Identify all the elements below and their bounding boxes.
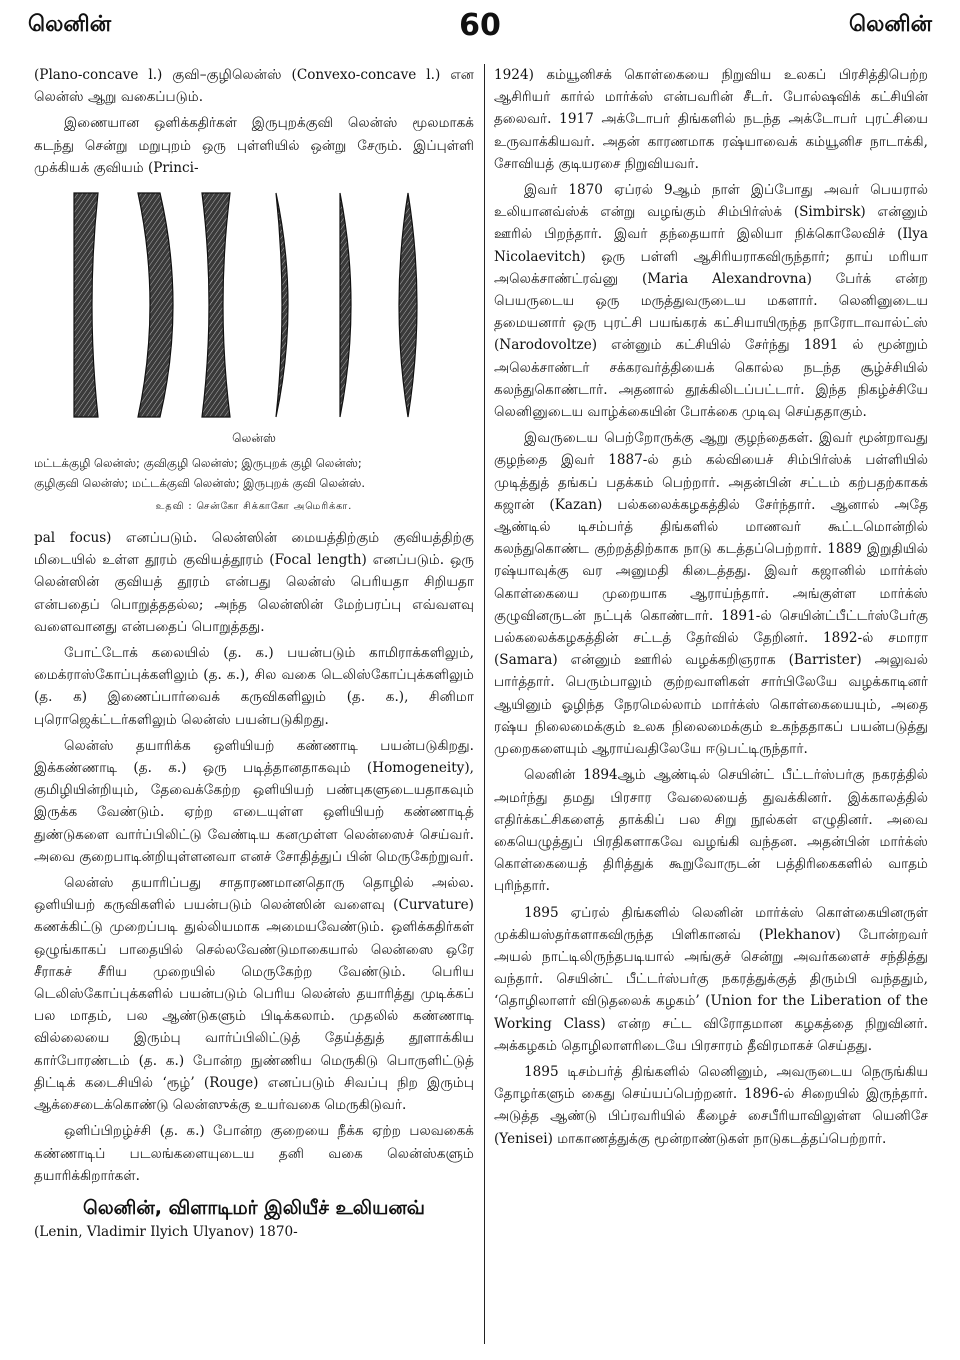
left-column: [34, 64, 474, 1354]
concavo-convex-lens-shape: [276, 193, 288, 417]
aberration-paragraph: ஒளிப்பிறழ்ச்சி (த. க.) போன்ற குறையை நீக்க ஏற்ற பலவகைக் கண்ணாடிப் படலங்களையுடைய தனி வகை லென்ஸ்களும் தயாரிக்கிறார்கள்.: [34, 1123, 474, 1184]
lenin-arrest-paragraph: 1895 டிசம்பர்த் திங்களில் லெனினும், அவருடைய நெருங்கிய தோழர்களும் கைது செய்யப்பெற்றனர். 1896-ல் சிறையில் இருந்தார். அடுத்த ஆண்டு பிப்ரவரியில் கீழைச் சைபீரியாவிலுள்ள யெனிசே (Yenisei) மாகாணத்துக்கு மூன்றாண்டுகள் நாடுகடத்தப்பெற்றார்.: [494, 1063, 928, 1147]
lens-making-paragraph: லென்ஸ் தயாரிப்பது சாதாரணமானதொரு தொழில் அல்ல. ஒளியியற் கருவிகளில் பயன்படும் லென்ஸின் வளைவு (Curvature) கணக்கிட்டு முறைப்படி துல்லியமாக அமையவேண்டும். ஒளிக்கதிர்கள் ஒழுங்காகப் பாதையில் செல்லவேண்டுமாகையால் லென்ஸை ஒரே சீராகச் சீரிய முறையில் மெருகேற்ற வேண்டும். பெரிய டெலிஸ்கோப்புக்களில் பயன்படும் பெரிய லென்ஸ் தயாரித்து முடிக்கப் பல மாதம், பல ஆண்டுகளும் பிடிக்கலாம். முதலில் கண்ணாடி வில்லையை இரும்பு வார்ப்பிலிட்டுத் தேய்த்துத் தூளாக்கிய கார்போரண்டம் (த. க.) போன்ற நுண்ணிய மெருகிடு பொருளிட்டுத் திட்டிக் கடைசியில் ‘ரூழ்’ (Rouge) எனப்படும் சிவப்பு நிற இரும்பு ஆக்சைடைக்கொண்டு லென்ஸுக்கு உயர்வகை மெருகிடுவர்.: [34, 875, 474, 1114]
biconcave-lens-shape: [202, 193, 230, 417]
running-head-left: லெனின்: [28, 12, 112, 37]
lens-types-text: (Plano-concave l.) குவி–குழிலென்ஸ் (Convexo-concave l.) என லென்ஸ் ஆறு வகைப்படும்.: [34, 67, 474, 106]
figure-credit: உதவி : சென்கோ சிக்காகோ அமெரிக்கா.: [155, 501, 353, 513]
lenin-union-paragraph: 1895 ஏப்ரல் திங்களில் லெனின் மார்க்ஸ் கொள்கையினருள் முக்கியஸ்தர்களாகவிருந்த பிளிகானவ் (Plekhanov) போன்றவர் அயல் நாட்டிலிருந்தபடியால் அங்குச் சென்று அவர்களைச் சந்தித்து வந்தார். செயின்ட் பீட்டர்ஸ்பர்கு நகரத்துக்குத் திரும்பி வந்ததும், ‘தொழிலாளர் விடுதலைக் கழகம்’ (Union for the Liberation of the Working Class) என்ற சட்ட விரோதமான கழகத்தை நிறுவினர். அக்கழகம் தொழிலாளரிடையே பிரசாரம் தீவிரமாகச் செய்தது.: [494, 904, 928, 1054]
plano-convex-lens-shape: [340, 193, 351, 417]
lens-uses-paragraph: போட்டோக் கலையில் (த. க.) பயன்படும் காமிராக்களிலும், மைக்ராஸ்கோப்புக்களிலும் (த. க.), சில வகை டெலிஸ்கோப்புக்களிலும் (த. க) இணைப்பார்வைக் கருவிகளிலும் (த. க.), சினிமா புரொஜெக்ட்டர்களிலும் லென்ஸ் பயன்படுகிறது.: [34, 645, 474, 728]
lenin-intro-paragraph: 1924) கம்யூனிசக் கொள்கையை நிறுவிய உலகப் பிரசித்திபெற்ற ஆசிரியர் கார்ல் மார்க்ஸ் என்பவரின் சீடர். போல்ஷவிக் கட்சியின் தலைவர். 1917 அக்டோபர் திங்களில் நடந்த அக்டோபர் புரட்சியை உருவாக்கியவர். அதன் காரணமாக ரஷ்யாவைக் கம்யூனிச நாடாக்கி, சோவியத் குடியரசை நிறுவியவர்.: [494, 67, 928, 172]
page-number: 60: [459, 8, 501, 43]
optical-glass-paragraph: லென்ஸ் தயாரிக்க ஒளியியற் கண்ணாடி பயன்படுகிறது. இக்கண்ணாடி (த. க.) ஒரு படித்தானதாகவும் (Homogeneity), குமிழியின்றியும், தேவைக்கேற்ற ஒளியியற் பண்புகளுடையதாகவும் இருக்க வேண்டும். ஏற்ற எடையுள்ள ஒளியியற் கண்ணாடித் துண்டுகளை வார்ப்பிலிட்டு வேண்டிய கனமுள்ள லென்ஸைச் செய்வர். அவை குறைபாடின்றியுள்ளனவா எனச் சோதித்துப் பின் மெருகேற்றுவர்.: [34, 737, 474, 865]
lenin-birth-paragraph: இவர் 1870 ஏப்ரல் 9ஆம் நாள் இப்போது அவர் பெயரால் உலியானவ்ஸ்க் என்று வழங்கும் சிம்பிர்ஸ்க் (Simbirsk) என்னும் ஊரில் பிறந்தார். இவர் தந்தையார் இலியா நிக்கொலேவிச் (Ilya Nicolaevitch) ஒரு பள்ளி ஆசிரியராகவிருந்தார்; தாய் மரியா அலெக்சாண்ட்ரவ்னு (Maria Alexandrovna) பேர்க் என்ற பெயருடைய ஒரு மருத்துவருடைய மகளார். லெனினுடைய தமையனார் ஒரு புரட்சி பயங்கரக் கட்சியாயிருந்த நாரோடாவால்ட்ஸ் (Narodovoltze) என்னும் கட்சியில் சேர்ந்து 1891 ல் மூன்றும் அலெக்சாண்டர் சக்கரவர்த்தியைக் கொல்ல நடந்த சூழ்ச்சியில் கலந்துகொண்டார். அதனால் தூக்கிலிடப்பட்டார். இந்த நிகழ்ச்சியே லெனினுடைய வாழ்க்கையின் போக்கை முடிவு செய்ததாகும்.: [494, 182, 928, 421]
lenin-propaganda-paragraph: லெனின் 1894ஆம் ஆண்டில் செயின்ட் பீட்டர்ஸ்பர்கு நகரத்தில் அமர்ந்து தமது பிரசார வேலையைத் துவக்கினர். இக்காலத்தில் எதிர்க்கட்சிகளைத் தாக்கிப் பல சிறு நூல்கள் எழுதினர். அவை கையெழுத்துப் பிரதிகளாகவே வழங்கி வந்தன. அதன்பின் மார்க்ஸ் கொள்கையைத் திரித்துக் கூறுவோருடன் பத்திரிகைகளில் வாதம் புரிந்தார்.: [494, 767, 928, 895]
figure-label: லென்ஸ்: [232, 431, 276, 446]
focal-length-paragraph: pal focus) எனப்படும். லென்ஸின் மையத்திற்கும் குவியத்திற்கு மிடையில் உள்ள தூரம் குவியத்தூரம் (Focal length) எனப்படும். ஒரு லென்ஸின் குவியத் தூரம் என்பது லென்ஸ் பெரியதா சிறியதா என்பதைப் பொறுத்ததல்ல; அந்த லென்ஸின் மேற்பரப்பு எவ்வளவு வளைவானது என்பதைப் பொறுத்தது.: [34, 530, 474, 635]
plano-concave-lens-shape: [74, 193, 98, 417]
lenin-education-paragraph: இவருடைய பெற்றோருக்கு ஆறு குழந்தைகள். இவர் மூன்றாவது குழந்தை இவர் 1887-ல் தம் கல்வியைச் சிம்பிர்ஸ்க் பள்ளியில் முடித்துத் தங்கப் பதக்கம் பெற்றார். அதன்பின் சட்டம் கற்பதற்காகக் கஜான் (Kazan) பல்கலைக்கழகத்தில் சேர்ந்தார். ஆனால் அதே ஆண்டில் டிசம்பர்த் திங்களில் மாணவர் கூட்டமொன்றில் கலந்துகொண்ட குற்றத்திற்காக நாடு கடத்தப்பெற்றார். 1889 இறுதியில் ரஷ்யாவுக்கு வர அனுமதி கிடைத்தது. இவர் கஜானில் மார்க்ஸ் கொள்கையை முறையாக ஆராய்ந்தார். அங்குள்ள மார்க்ஸ் குழுவினருடன் நட்புக் கொண்டார். 1891-ல் செயின்ட்பீட்டர்ஸ்பேர்கு பல்கலைக்கழகத்தின் சட்டத் தேர்வில் தேறினர். 1892-ல் சமாரா (Samara) என்னும் ஊரில் வழக்கறிஞராக (Barrister) அலுவல் பார்த்தார். பெரும்பாலும் குற்றவாளிகள் சார்பிலேயே வழக்காடினர் ஆயினும் ஓழிந்த நேரமெல்லாம் மார்க்ஸ் கொள்கையையும், அதை ரஷ்ய நிலைமைக்கும் உலக நிலைமைக்கும் உகந்ததாகப் பயன்படுத்து முறைகளையும் ஆராய்வதிலேயே ஈடுபட்டிருந்தார்.: [494, 430, 928, 758]
page-header: [28, 8, 932, 52]
column-divider: [484, 64, 485, 1344]
parallel-rays-paragraph: இணையான ஒளிக்கதிர்கள் இருபுறக்குவி லென்ஸ் மூலமாகக் கடந்து சென்று மறுபுறம் ஒரு புள்ளியில் ஒன்று சேரும். இப்புள்ளி முக்கியக் குவியம் (Princi-: [34, 115, 474, 176]
figure-caption-line-2: குழிகுவி லென்ஸ்; மட்டக்குவி லென்ஸ்; இருபுறக் குவி லென்ஸ்.: [34, 476, 366, 491]
lenin-entry-heading: லெனின், விளாடிமர் இலியீச் உலியனவ்: [83, 1196, 425, 1219]
lens-figure: [34, 185, 474, 521]
lens-illustration: [64, 185, 444, 425]
running-head-right: லெனின்: [848, 12, 932, 37]
biconvex-lens-shape: [399, 193, 417, 417]
convexo-concave-lens-shape: [138, 193, 173, 417]
figure-caption-line-1: மட்டக்குழி லென்ஸ்; குவிகுழி லென்ஸ்; இருபுறக் குழி லென்ஸ்;: [34, 456, 362, 471]
lenin-entry-heading-english: (Lenin, Vladimir Ilyich Ulyanov) 1870-: [34, 1223, 298, 1240]
right-column: [494, 64, 928, 1354]
